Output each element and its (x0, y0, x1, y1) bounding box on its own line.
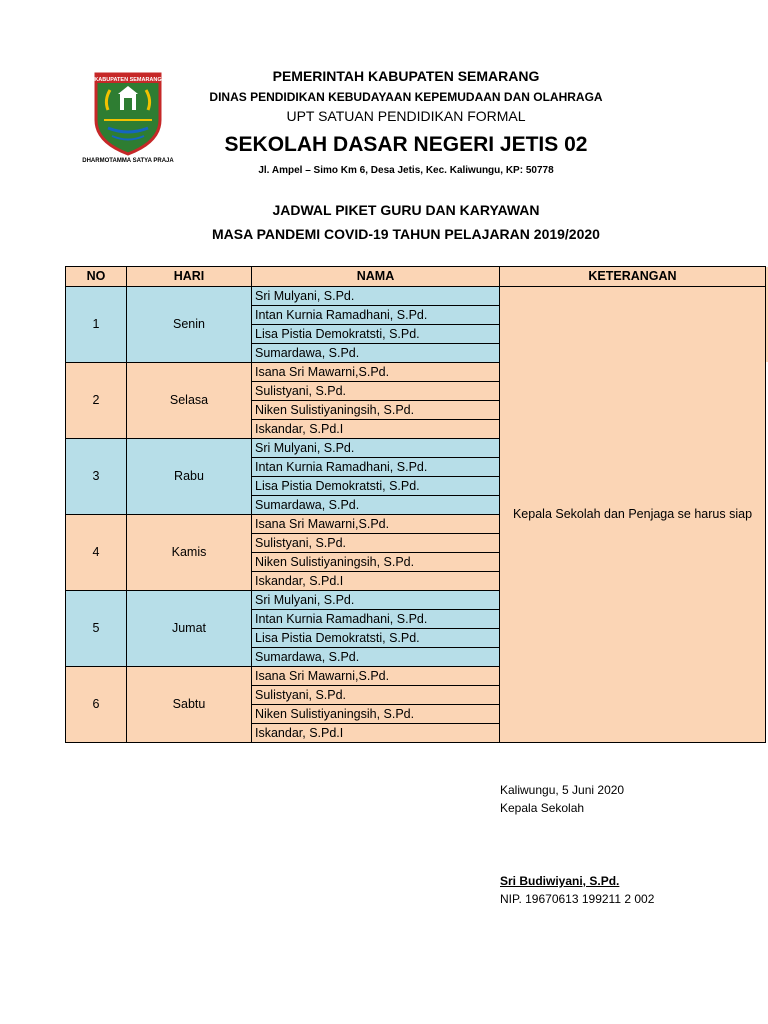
schedule-subtitle: MASA PANDEMI COVID-19 TAHUN PELAJARAN 2019/2020 (212, 226, 600, 242)
cell-nama: Sumardawa, S.Pd. (252, 648, 500, 667)
cell-nama: Sri Mulyani, S.Pd. (252, 287, 500, 306)
signature-nip: NIP. 19670613 199211 2 002 (500, 892, 655, 906)
table-row (66, 287, 766, 306)
cell-nama: Sri Mulyani, S.Pd. (252, 591, 500, 610)
school-address: Jl. Ampel – Simo Km 6, Desa Jetis, Kec. Kaliwungu, KP: 50778 (258, 165, 554, 176)
cell-hari: Sabtu (127, 667, 252, 743)
table-header-row (66, 267, 766, 287)
cell-nama: Intan Kurnia Ramadhani, S.Pd. (252, 458, 500, 477)
cell-keterangan: Kepala Sekolah dan Penjaga se harus siap (500, 287, 766, 743)
cell-no: 6 (66, 667, 127, 743)
cell-nama: Intan Kurnia Ramadhani, S.Pd. (252, 306, 500, 325)
header-keterangan: KETERANGAN (500, 267, 766, 287)
cell-nama: Niken Sulistiyaningsih, S.Pd. (252, 401, 500, 420)
cell-hari: Senin (127, 287, 252, 363)
cell-nama: Iskandar, S.Pd.I (252, 724, 500, 743)
cell-nama: Intan Kurnia Ramadhani, S.Pd. (252, 610, 500, 629)
cell-nama: Sulistyani, S.Pd. (252, 382, 500, 401)
schedule-table-container (65, 266, 753, 747)
cell-nama: Niken Sulistiyaningsih, S.Pd. (252, 705, 500, 724)
signature-place-date: Kaliwungu, 5 Juni 2020 (500, 783, 625, 797)
cell-hari: Kamis (127, 515, 252, 591)
header-no: NO (66, 267, 127, 287)
school-name: SEKOLAH DASAR NEGERI JETIS 02 (224, 133, 588, 156)
cell-nama: Isana Sri Mawarni,S.Pd. (252, 363, 500, 382)
cell-nama: Sulistyani, S.Pd. (252, 534, 500, 553)
logo-top-text: KABUPATEN SEMARANG (94, 77, 162, 83)
cell-nama: Sumardawa, S.Pd. (252, 344, 500, 363)
government-title: PEMERINTAH KABUPATEN SEMARANG (272, 68, 540, 84)
cell-nama: Niken Sulistiyaningsih, S.Pd. (252, 553, 500, 572)
cell-nama: Lisa Pistia Demokratsti, S.Pd. (252, 325, 500, 344)
cell-nama: Sulistyani, S.Pd. (252, 686, 500, 705)
cell-nama: Isana Sri Mawarni,S.Pd. (252, 515, 500, 534)
cell-hari: Jumat (127, 591, 252, 667)
department-title: DINAS PENDIDIKAN KEBUDAYAAN KEPEMUDAAN DAN OLAHRAGA (209, 90, 603, 104)
cell-no: 3 (66, 439, 127, 515)
cell-no: 2 (66, 363, 127, 439)
cell-no: 4 (66, 515, 127, 591)
signature-name: Sri Budiwiyani, S.Pd. (500, 874, 620, 888)
cell-no: 5 (66, 591, 127, 667)
cell-nama: Lisa Pistia Demokratsti, S.Pd. (252, 477, 500, 496)
upt-title: UPT SATUAN PENDIDIKAN FORMAL (286, 108, 526, 124)
logo-motto: DHARMOTAMMA SATYA PRAJA (82, 158, 174, 164)
header-nama: NAMA (252, 267, 500, 287)
cell-nama: Isana Sri Mawarni,S.Pd. (252, 667, 500, 686)
schedule-title: JADWAL PIKET GURU DAN KARYAWAN (272, 202, 540, 218)
header-hari: HARI (127, 267, 252, 287)
cell-nama: Sri Mulyani, S.Pd. (252, 439, 500, 458)
schedule-table (65, 266, 766, 743)
cell-nama: Sumardawa, S.Pd. (252, 496, 500, 515)
cell-nama: Iskandar, S.Pd.I (252, 420, 500, 439)
cell-nama: Iskandar, S.Pd.I (252, 572, 500, 591)
cell-no: 1 (66, 287, 127, 363)
signature-role: Kepala Sekolah (500, 801, 585, 815)
table-body (66, 287, 766, 743)
cell-hari: Rabu (127, 439, 252, 515)
cell-nama: Lisa Pistia Demokratsti, S.Pd. (252, 629, 500, 648)
cell-hari: Selasa (127, 363, 252, 439)
